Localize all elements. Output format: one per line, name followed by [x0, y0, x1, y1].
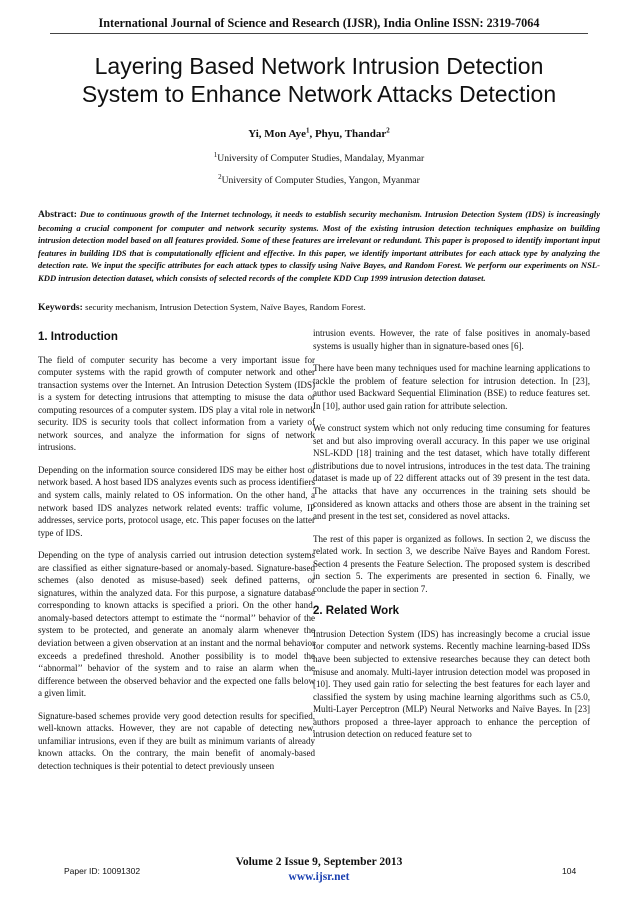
affiliation-2-sup: 2 [218, 172, 222, 181]
affiliation-1-text: University of Computer Studies, Mandalay, Myanmar [217, 153, 425, 164]
abstract-label: Abstract: [38, 209, 80, 220]
section-heading-related-work: 2. Related Work [313, 605, 400, 618]
abstract [38, 208, 600, 285]
footer-page-number: 104 [562, 866, 577, 876]
paragraph: Intrusion Detection System (IDS) has increasingly become a crucial issue for computer and network systems. Recently machine learning-based IDSs have been subjected to extensive researches because they can detect both misuse and anomaly. Multi-layer intrusion detection model was proposed in [10]. They used gain ratio for selecting the best features for each layer and classified the system by using machine learning algorithms such as C5.0, Multi-Layer Perceptron (MLP) Neural Networks and Naïve Bayes. In [23] authors proposed a three-layer approach to enhance the perception of intrusion detection on reduced feature set to [313, 628, 590, 740]
paragraph: The rest of this paper is organized as follows. In section 2, we discuss the related work. In section 3, we describe Naïve Bayes and Random Forest. Section 4 presents the Feature Selection. The proposed system is described in section 5. The experiments are presented in section 6. Finally, we conclude the paper in section 7. [313, 533, 590, 594]
abstract-text: Due to continuous growth of the Internet technology, it needs to establish security mechanism. Intrusion Detection System (IDS) is increasingly becoming a crucial component for computer and network security systems. Most of the existing intrusion detection techniques emphasize on building intrusion detection model based on all features provided. Some of these features are irrelevant or redundant. This paper is proposed to identify important input features in building IDS that is computationally efficient and effective. In this paper, we identify important attributes for each attack type by analyzing the detection rate. We input the specific attributes for each attack types to classify using Naïve Bayes, and Random Forest. We perform our experiments on NSL-KDD intrusion detection dataset, which consists of selected records of the complete KDD Cup 1999 intrusion detection dataset. [38, 209, 601, 283]
paragraph: Signature-based schemes provide very good detection results for specified, well-known attacks. However, they are not capable of detecting new, unfamiliar intrusions, even if they are built as minimum variants of already known attacks. On the contrary, the main benefit of anomaly-based detection techniques is their potential to detect previously unseen [38, 710, 315, 771]
title-line-2: System to Enhance Network Attacks Detection [81, 81, 557, 107]
footer-volume: Volume 2 Issue 9, September 2013 [235, 856, 403, 868]
author-2: Phyu, Thandar [314, 128, 387, 140]
author-separator: , [309, 128, 315, 140]
right-column [313, 327, 590, 751]
keywords-label: Keywords: [38, 302, 86, 313]
header-rule [50, 33, 588, 34]
paper-title [40, 52, 598, 108]
author-1-sup: 1 [305, 126, 310, 135]
authors [0, 128, 638, 140]
author-1: Yi, Mon Aye [248, 128, 306, 140]
affiliation-1-sup: 1 [213, 150, 218, 159]
keywords-text: security mechanism, Intrusion Detection System, Naïve Bayes, Random Forest. [85, 302, 366, 312]
paragraph: Depending on the type of analysis carried out intrusion detection systems are classified as either signature-based or anomaly-based. Signature-based schemes (also denoted as misuse-based) seek defined patterns, or signatures, within the analyzed data. For this purpose, a signature database corresponding to known attacks is specified a priori. On the other hand, anomaly-based detectors attempt to estimate the ‘‘normal’’ behavior of the system to be protected, and generate an anomaly alarm whenever the deviation between a given observation at an instant and the normal behavior exceeds a predefined threshold. Another possibility is to model the ‘‘abnormal’’ behavior of the system and to raise an alarm when the difference between the observed behavior and the expected one falls below a given limit. [38, 550, 315, 699]
paragraph: Depending on the information source considered IDS may be either host or network based. A host based IDS analyzes events such as process identifiers and system calls, mainly related to OS information. On the other hand, a network based IDS analyzes network related events: traffic volume, IP addresses, service ports, protocol usage, etc. This paper focuses on the latter type of IDS. [38, 464, 315, 538]
keywords [38, 301, 600, 314]
title-line-1: Layering Based Network Intrusion Detection [94, 53, 544, 79]
journal-header: International Journal of Science and Research (IJSR), India Online ISSN: 2319-7064 [98, 16, 540, 30]
paragraph: intrusion events. However, the rate of false positives in anomaly-based systems is usually higher than in signature-based ones [6]. [313, 328, 590, 351]
author-2-sup: 2 [386, 126, 390, 135]
section-heading-introduction: 1. Introduction [38, 331, 118, 343]
affiliation-2-text: University of Computer Studies, Yangon, Myanmar [221, 175, 420, 186]
paragraph: The field of computer security has become a very important issue for computer systems with the rapid growth of computer network and other transaction systems over the Internet. An Intrusion Detection System (IDS) is a system for detecting intrusions that attempting to misuse the data or computing resources of a computer system. IDS play a vital role in network security. IDS is security tools that collect information from a variety of network sources, and analyze the information for signs of network intrusions. [38, 354, 315, 453]
affiliation-2 [0, 172, 638, 186]
affiliation-1 [0, 150, 638, 164]
footer-paper-id: Paper ID: 10091302 [64, 866, 141, 876]
footer-url-link[interactable]: www.ijsr.net [288, 871, 350, 883]
paragraph: We construct system which not only reducing time consuming for features set and but also improving overall accuracy. In this paper we use original NSL-KDD [18] training and the test dataset, which have totally different distributions due to novel intrusions, introduces in the test data. The training dataset is made up of 22 different attacks out of 39 present in the test data. The attacks that have any occurrences in the training sets should be considered as known attacks and others those are absent in the training set and present in the test set, considered as novel attacks. [313, 423, 590, 522]
left-column [38, 327, 315, 783]
paragraph: There have been many techniques used for machine learning applications to tackle the problem of feature selection for intrusion detection. In [23], author used Backward Sequential Elimination (BSE) to reduce features set. In [10], author used gain ration for attribute selection. [313, 363, 590, 411]
